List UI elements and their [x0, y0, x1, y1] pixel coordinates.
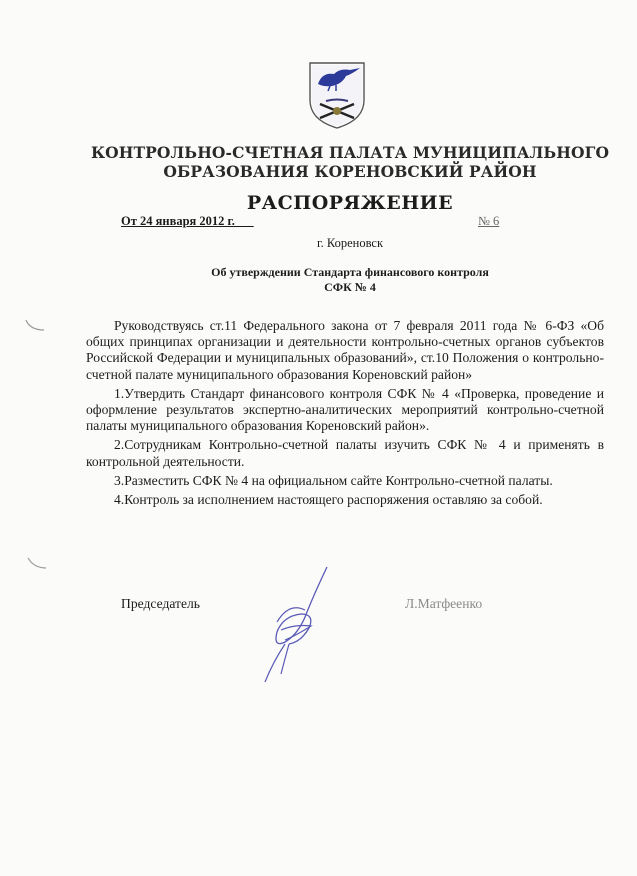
document-date: От 24 января 2012 г. — [121, 214, 254, 228]
document-title: РАСПОРЯЖЕНИЕ — [246, 192, 454, 214]
subject-line-2: СФК № 4 — [324, 280, 376, 294]
punch-hole-mark-top — [24, 318, 48, 334]
document-body — [86, 318, 604, 508]
organization-header — [90, 143, 610, 181]
header-line-1: КОНТРОЛЬНО-СЧЕТНАЯ ПАЛАТА МУНИЦИПАЛЬНОГО — [90, 143, 610, 162]
handwritten-signature — [255, 562, 355, 692]
body-paragraph-3: 3.Разместить СФК № 4 на официальном сайте Контрольно-счетной палаты. — [114, 472, 553, 488]
header-line-2: ОБРАЗОВАНИЯ КОРЕНОВСКИЙ РАЙОН — [163, 162, 537, 181]
document-city: г. Кореновск — [316, 236, 384, 250]
body-paragraph-4: 4.Контроль за исполнением настоящего распоряжения оставляю за собой. — [114, 492, 543, 508]
punch-hole-mark-bottom — [26, 556, 50, 572]
signatory-title: Председатель — [121, 596, 200, 611]
document-number: № 6 — [478, 214, 500, 228]
body-paragraph-2: 2.Сотрудникам Контрольно-счетной палаты изучить СФК № 4 и применять в контрольной деятельности. — [86, 437, 604, 469]
coat-of-arms-emblem — [306, 60, 368, 130]
body-paragraph-1: 1.Утвердить Стандарт финансового контроля СФК № 4 «Проверка, проведение и оформление результатов экспертно-аналитических мероприятий контрольно-счетной палаты муниципального образования Кореновский район». — [86, 385, 604, 434]
body-paragraph-preamble: Руководствуясь ст.11 Федерального закона от 7 февраля 2011 года № 6-ФЗ «Об общих принципах организации и деятельности контрольно-счетных органов субъектов Российской Федерации и муниципальных образований», ст.10 Положения о контрольно-счетной палате муниципального образования Кореновский район» — [86, 318, 604, 382]
signatory-name: Л.Матфеенко — [405, 596, 483, 611]
document-subject — [90, 265, 610, 295]
subject-line-1: Об утверждении Стандарта финансового контроля — [211, 265, 489, 279]
